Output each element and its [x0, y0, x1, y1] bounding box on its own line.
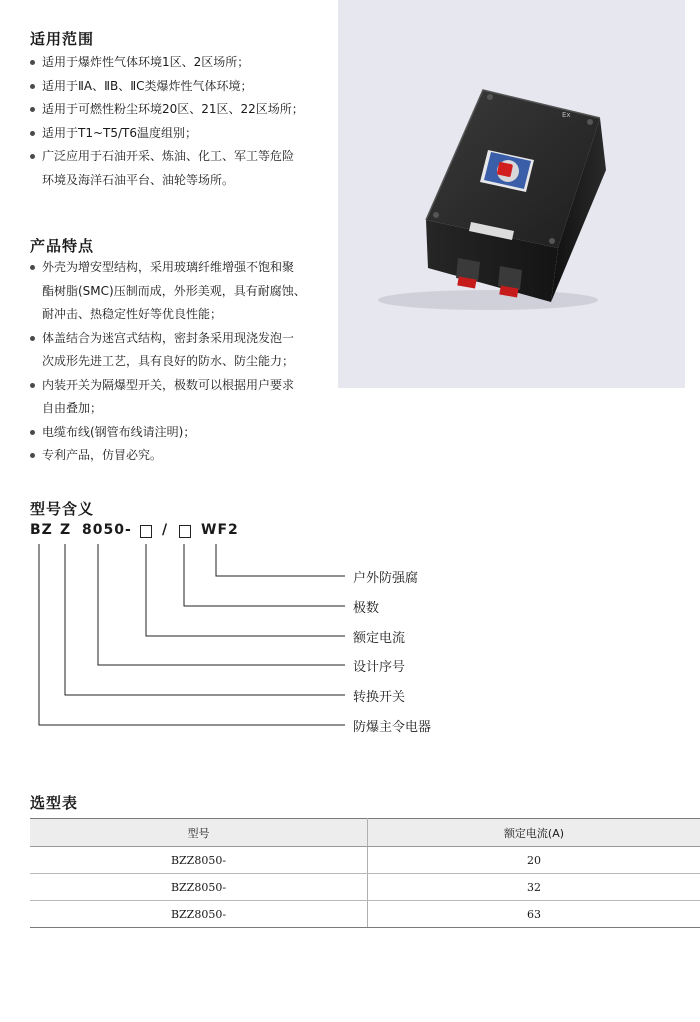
cell-model: BZZ8050- — [30, 847, 368, 874]
connector-line — [98, 544, 345, 665]
cell-current: 63 — [368, 901, 700, 928]
header-model: 型号 — [30, 819, 368, 847]
selection-table — [30, 818, 700, 928]
list-item: 适用于爆炸性气体环境1区、2区场所； — [30, 51, 304, 75]
connector-line — [39, 544, 345, 725]
code-bz: BZ — [30, 522, 53, 538]
code-z: Z — [60, 522, 72, 538]
model-title: 型号含义 — [30, 500, 95, 518]
list-item: 体盖结合为迷宫式结构，密封条采用现浇发泡一 次成形先进工艺，具有良好的防水、防尘能力； — [30, 327, 306, 374]
meaning-changeover-switch: 转换开关 — [353, 690, 406, 705]
connector-line — [65, 544, 345, 695]
code-slash: / — [162, 522, 169, 538]
cell-model: BZZ8050- — [30, 901, 368, 928]
connector-line — [146, 544, 345, 636]
table-header-row — [30, 819, 700, 847]
selection-title: 选型表 — [30, 794, 79, 812]
meaning-explosion-proof-control: 防爆主令电器 — [353, 720, 432, 735]
cell-current: 20 — [368, 847, 700, 874]
cell-model: BZZ8050- — [30, 874, 368, 901]
meaning-outdoor-anticorrosion: 户外防强腐 — [353, 571, 419, 586]
table-row — [30, 901, 700, 928]
list-item: 广泛应用于石油开采、炼油、化工、军工等危险 环境及海洋石油平台、油轮等场所。 — [30, 145, 304, 192]
features-title: 产品特点 — [30, 237, 95, 255]
cell-current: 32 — [368, 874, 700, 901]
list-item: 适用于ⅡA、ⅡB、ⅡC类爆炸性气体环境； — [30, 75, 304, 99]
header-rated-current: 额定电流(A) — [368, 819, 700, 847]
table-row — [30, 847, 700, 874]
code-dash: - — [125, 522, 132, 538]
meaning-poles: 极数 — [353, 601, 380, 616]
list-item: 适用于T1~T5/T6温度组别； — [30, 122, 304, 146]
table-row — [30, 874, 700, 901]
connector-line — [216, 544, 345, 576]
code-8050: 8050 — [82, 522, 125, 538]
code-wf2: WF2 — [201, 522, 239, 538]
scope-title: 适用范围 — [30, 30, 95, 48]
ex-mark: Ex — [562, 111, 571, 119]
list-item: 专利产品，仿冒必究。 — [30, 444, 306, 468]
meaning-rated-current: 额定电流 — [353, 631, 406, 646]
list-item: 外壳为增安型结构，采用玻璃纤维增强不饱和聚 酯树脂(SMC)压制而成，外形美观，具有耐腐蚀、 耐冲击、热稳定性好等优良性能； — [30, 256, 306, 327]
connector-line — [184, 544, 345, 606]
list-item: 电缆布线(钢管布线请注明)； — [30, 421, 306, 445]
list-item: 适用于可燃性粉尘环境20区、21区、22区场所； — [30, 98, 304, 122]
meaning-design-serial: 设计序号 — [353, 660, 406, 675]
list-item: 内装开关为隔爆型开关，极数可以根据用户要求 自由叠加； — [30, 374, 306, 421]
